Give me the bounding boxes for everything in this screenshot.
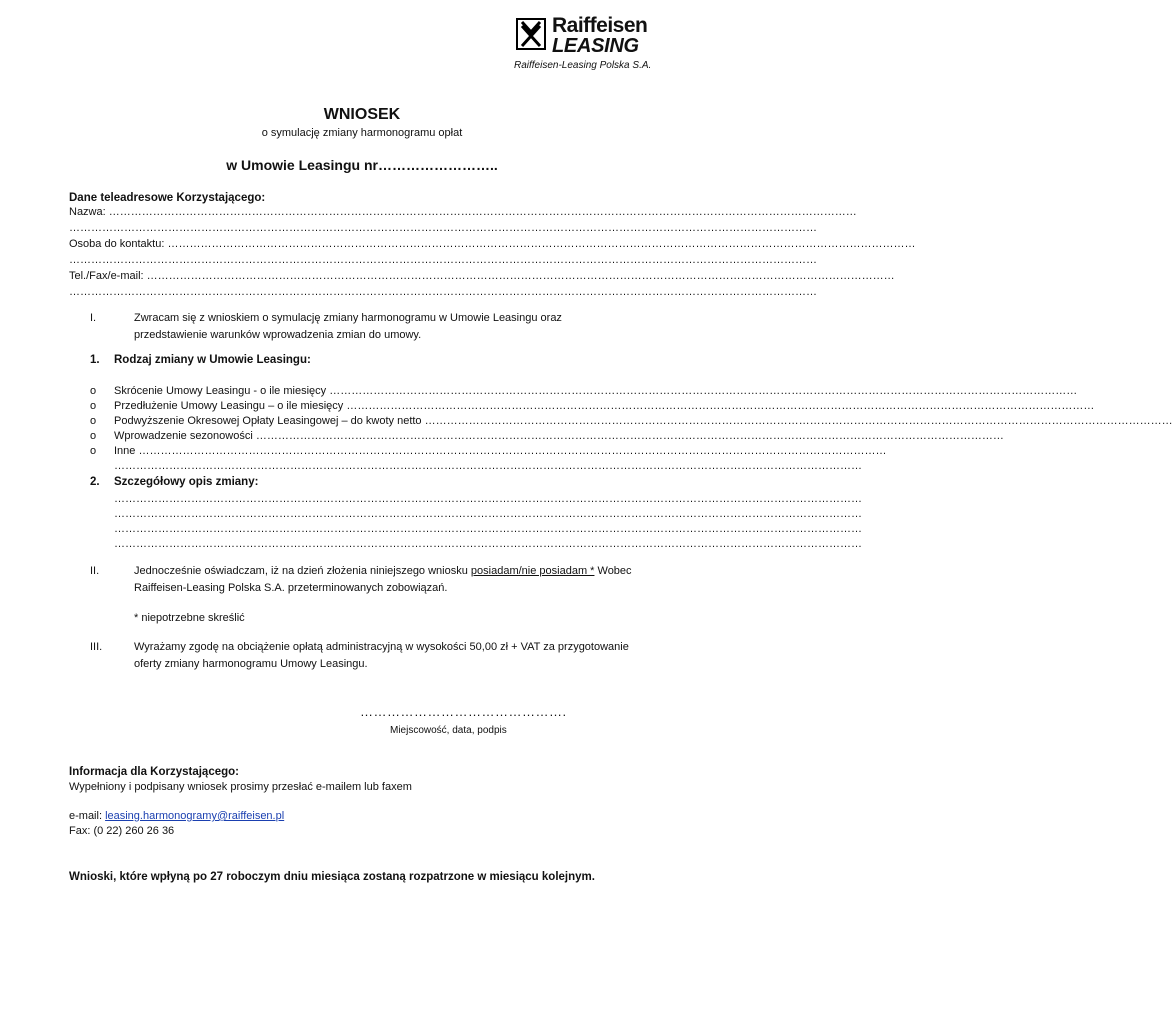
section-ii-text-before: Jednocześnie oświadczam, iż na dzień złożenia niniejszego wniosku <box>134 565 471 577</box>
bullet-icon: o <box>90 445 97 457</box>
section-2-heading: Szczegółowy opis zmiany: <box>114 476 259 488</box>
description-line-2[interactable] <box>114 507 862 522</box>
section-i-text: Zwracam się z wnioskiem o symulację zmiany harmonogramu w Umowie Leasingu oraz przedstawienie warunków wprowadzenia zmian do umowy. <box>134 312 562 341</box>
contact-person-field[interactable] <box>69 236 916 252</box>
phone-fax-email-field-continued[interactable] <box>69 284 817 300</box>
option-label: Inne <box>114 445 136 457</box>
name-field[interactable] <box>69 204 857 220</box>
change-option-seasonal[interactable] <box>114 429 1004 444</box>
bullet-icon: o <box>90 400 97 412</box>
change-option-increase[interactable] <box>114 414 1173 429</box>
name-dots-2: …………………………………………………………………………………………………………………………………………………………………………………… <box>69 222 817 234</box>
change-option-other-continued[interactable] <box>114 459 862 474</box>
section-ii-underlined-choice: posiadam/nie posiadam * <box>470 565 595 577</box>
bullet-icon: o <box>90 415 97 427</box>
description-dots: …………………………………………………………………………………………………………………………………………………………………………………… <box>114 523 862 535</box>
name-field-continued[interactable] <box>69 220 817 236</box>
logo-name: Raiffeisen <box>552 14 648 37</box>
bullet-icon: o <box>90 430 97 442</box>
option-dots: …………………………………………………………………………………………………………………………………………………………………………………… <box>138 445 887 457</box>
section-iii-numeral: III. <box>90 641 103 653</box>
page-title: WNIOSEK <box>323 106 401 123</box>
option-dots: …………………………………………………………………………………………………………………………………………………………………………………… <box>329 385 1078 397</box>
phone-fax-email-field[interactable] <box>69 268 895 284</box>
option-dots: …………………………………………………………………………………………………………………………………………………………………………………… <box>255 430 1004 442</box>
info-heading: Informacja dla Korzystającego: <box>69 766 239 778</box>
option-label: Skrócenie Umowy Leasingu - o ile miesięcy <box>114 385 327 397</box>
description-line-1[interactable] <box>114 492 862 507</box>
contract-number-line: w Umowie Leasingu nr…………………….. <box>226 157 498 173</box>
section-1-number: 1. <box>90 354 100 366</box>
page-subtitle: o symulację zmiany harmonogramu opłat <box>261 127 463 139</box>
email-link[interactable]: leasing.harmonogramy@raiffeisen.pl <box>105 810 285 822</box>
change-option-other[interactable] <box>114 444 887 459</box>
signature-label: Miejscowość, data, podpis <box>390 725 507 736</box>
bullet-icon: o <box>90 385 97 397</box>
signature-field[interactable]: ………………………………………. <box>360 704 567 719</box>
section-i-numeral: I. <box>90 312 97 324</box>
description-dots: …………………………………………………………………………………………………………………………………………………………………………………… <box>114 508 862 520</box>
contact-person-dots-2: …………………………………………………………………………………………………………………………………………………………………………………… <box>69 254 817 266</box>
contact-person-field-continued[interactable] <box>69 252 817 268</box>
section-ii-numeral: II. <box>90 565 100 577</box>
contact-person-dots: …………………………………………………………………………………………………………………………………………………………………………………… <box>167 238 916 250</box>
option-label: Wprowadzenie sezonowości <box>114 430 253 442</box>
footnote: * niepotrzebne skreślić <box>134 612 245 624</box>
section-ii-text-after: Wobec Raiffeisen-Leasing Polska S.A. przeterminowanych zobowiązań. <box>134 565 632 594</box>
option-dots: …………………………………………………………………………………………………………………………………………………………………………………… <box>114 460 862 472</box>
logo-company: Raiffeisen-Leasing Polska S.A. <box>514 60 652 71</box>
option-label: Podwyższenie Okresowej Opłaty Leasingowej – do kwoty netto <box>114 415 422 427</box>
name-label: Nazwa: <box>69 206 106 218</box>
description-dots: …………………………………………………………………………………………………………………………………………………………………………………… <box>114 493 862 505</box>
change-option-shorten[interactable] <box>114 384 1078 399</box>
description-line-4[interactable] <box>114 537 862 552</box>
section-ii-text <box>134 563 654 597</box>
section-2-number: 2. <box>90 476 100 488</box>
change-option-extend[interactable] <box>114 399 1095 414</box>
contact-heading: Dane teleadresowe Korzystającego: <box>69 192 266 204</box>
deadline-notice: Wnioski, które wpłyną po 27 roboczym dniu miesiąca zostaną rozpatrzone w miesiącu kolejnym. <box>69 871 595 883</box>
description-line-3[interactable] <box>114 522 862 537</box>
raiffeisen-logo-icon <box>516 18 546 50</box>
section-iii-text: Wyrażamy zgodę na obciążenie opłatą administracyjną w wysokości 50,00 zł + VAT za przygotowanie oferty zmiany harmonogramu Umowy Leasingu. <box>134 641 629 670</box>
contact-person-label: Osoba do kontaktu: <box>69 238 165 250</box>
fax-line: Fax: (0 22) 260 26 36 <box>69 825 175 837</box>
section-1-heading: Rodzaj zmiany w Umowie Leasingu: <box>114 354 311 366</box>
option-dots: …………………………………………………………………………………………………………………………………………………………………………………… <box>346 400 1095 412</box>
phone-fax-email-label: Tel./Fax/e-mail: <box>69 270 144 282</box>
phone-dots-2: …………………………………………………………………………………………………………………………………………………………………………………… <box>69 286 817 298</box>
info-text: Wypełniony i podpisany wniosek prosimy przesłać e-mailem lub faxem <box>69 781 412 793</box>
option-dots: …………………………………………………………………………………………………………………………………………………………………………………… <box>424 415 1173 427</box>
logo-sub: LEASING <box>552 35 639 57</box>
phone-dots: …………………………………………………………………………………………………………………………………………………………………………………… <box>146 270 895 282</box>
option-label: Przedłużenie Umowy Leasingu – o ile miesięcy <box>114 400 344 412</box>
email-label: e-mail: <box>69 810 106 822</box>
name-dots: …………………………………………………………………………………………………………………………………………………………………………………… <box>108 206 857 218</box>
description-dots: …………………………………………………………………………………………………………………………………………………………………………………… <box>114 538 862 550</box>
email-line <box>69 810 284 822</box>
